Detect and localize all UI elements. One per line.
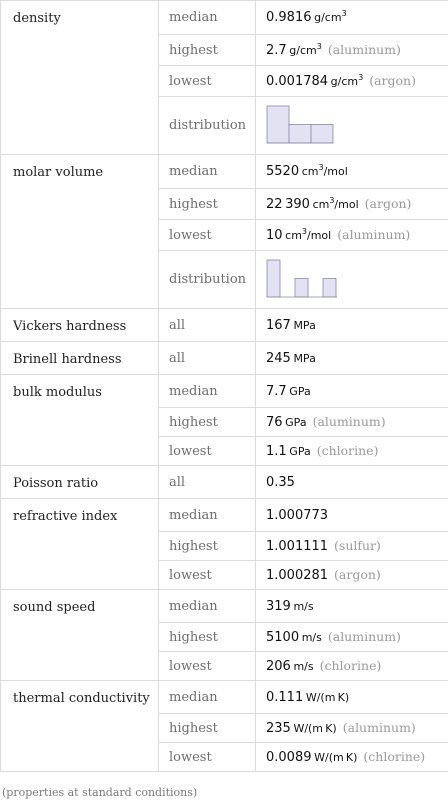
- row-label-highest: highest: [159, 35, 256, 66]
- property-bulk-modulus: bulk modulus: [1, 375, 159, 466]
- density-distribution: [256, 97, 448, 155]
- row-label-median: median: [159, 375, 256, 408]
- property-brinell-hardness: Brinell hardness: [1, 342, 159, 375]
- refractive-index-lowest-value: 1.000281 (argon): [256, 561, 448, 590]
- property-thermal-conductivity: thermal conductivity: [1, 681, 159, 772]
- row-label-median: median: [159, 1, 256, 35]
- molar-volume-distribution: [256, 251, 448, 309]
- row-label-highest: highest: [159, 408, 256, 437]
- refractive-index-median-value: 1.000773: [256, 499, 448, 532]
- row-label-highest: highest: [159, 532, 256, 561]
- histogram-bar: [311, 124, 333, 143]
- row-label-all: all: [159, 309, 256, 342]
- row-label-lowest: lowest: [159, 652, 256, 681]
- row-label-lowest: lowest: [159, 220, 256, 251]
- bulk-modulus-highest-value: 76 GPa (aluminum): [256, 408, 448, 437]
- row-label-all: all: [159, 342, 256, 375]
- row-label-highest: highest: [159, 623, 256, 652]
- row-label-lowest: lowest: [159, 66, 256, 97]
- property-poisson-ratio: Poisson ratio: [1, 466, 159, 499]
- row-label-all: all: [159, 466, 256, 499]
- histogram-bar: [295, 278, 308, 297]
- thermal-conductivity-median-value: 0.111 W/(m K): [256, 681, 448, 714]
- row-label-lowest: lowest: [159, 561, 256, 590]
- bulk-modulus-lowest-value: 1.1 GPa (chlorine): [256, 437, 448, 466]
- density-distribution-histogram: [266, 104, 346, 148]
- row-label-distribution: distribution: [159, 251, 256, 309]
- thermal-conductivity-highest-value: 235 W/(m K) (aluminum): [256, 714, 448, 743]
- row-label-median: median: [159, 590, 256, 623]
- density-median-value: 0.9816 $g/cm^3$: [256, 1, 448, 35]
- brinell-hardness-value: 245 MPa: [256, 342, 448, 375]
- row-label-median: median: [159, 155, 256, 189]
- molar-volume-lowest-value: 10 $cm^3$/mol (aluminum): [256, 220, 448, 251]
- sound-speed-median-value: 319 m/s: [256, 590, 448, 623]
- density-highest-value: 2.7 $g/cm^3$ (aluminum): [256, 35, 448, 66]
- property-molar-volume: molar volume: [1, 155, 159, 309]
- histogram-bar: [323, 278, 336, 297]
- row-label-lowest: lowest: [159, 437, 256, 466]
- refractive-index-highest-value: 1.001111 (sulfur): [256, 532, 448, 561]
- row-label-distribution: distribution: [159, 97, 256, 155]
- molar-volume-highest-value: 22 390 $cm^3$/mol (argon): [256, 189, 448, 220]
- sound-speed-highest-value: 5100 m/s (aluminum): [256, 623, 448, 652]
- histogram-bar: [289, 124, 311, 143]
- footnote: (properties at standard conditions): [2, 786, 198, 799]
- molar-volume-distribution-histogram: [266, 258, 346, 302]
- row-label-median: median: [159, 681, 256, 714]
- bulk-modulus-median-value: 7.7 GPa: [256, 375, 448, 408]
- molar-volume-median-value: 5520 $cm^3$/mol: [256, 155, 448, 189]
- sound-speed-lowest-value: 206 m/s (chlorine): [256, 652, 448, 681]
- histogram-bar: [267, 260, 280, 297]
- density-lowest-value: 0.001784 $g/cm^3$ (argon): [256, 66, 448, 97]
- property-vickers-hardness: Vickers hardness: [1, 309, 159, 342]
- thermal-conductivity-lowest-value: 0.0089 W/(m K) (chlorine): [256, 743, 448, 772]
- row-label-median: median: [159, 499, 256, 532]
- histogram-bar: [267, 106, 289, 143]
- poisson-ratio-value: 0.35: [256, 466, 448, 499]
- row-label-lowest: lowest: [159, 743, 256, 772]
- row-label-highest: highest: [159, 714, 256, 743]
- property-refractive-index: refractive index: [1, 499, 159, 590]
- property-sound-speed: sound speed: [1, 590, 159, 681]
- property-density: density: [1, 1, 159, 155]
- vickers-hardness-value: 167 MPa: [256, 309, 448, 342]
- row-label-highest: highest: [159, 189, 256, 220]
